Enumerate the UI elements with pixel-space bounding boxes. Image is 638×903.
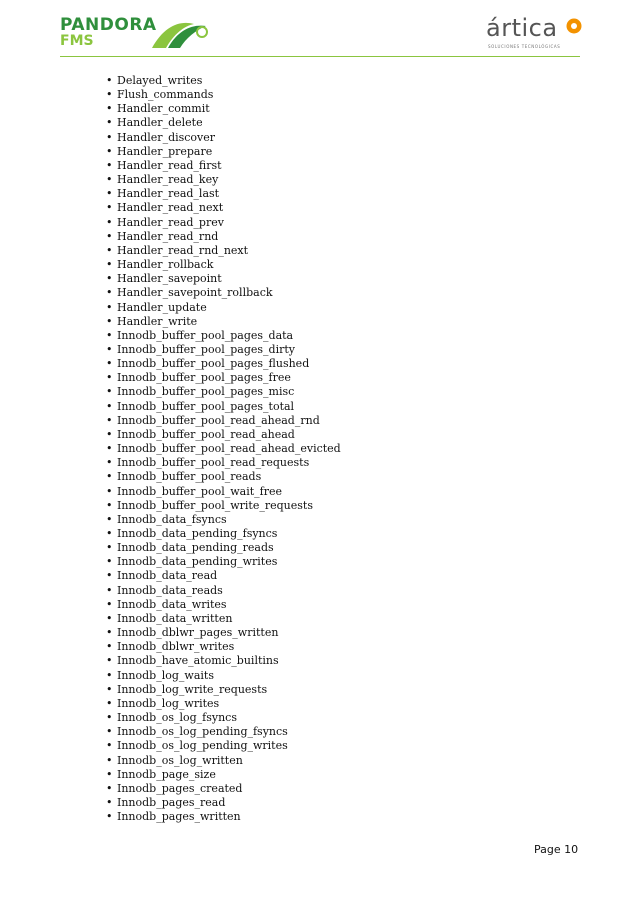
bullet-icon: •: [106, 116, 113, 130]
list-item: [106, 258, 341, 272]
bullet-icon: •: [106, 342, 113, 356]
bullet-icon: •: [106, 300, 113, 314]
list-item: [106, 201, 341, 215]
bullet-icon: •: [106, 286, 113, 300]
list-item: [106, 286, 341, 300]
list-item: [106, 626, 341, 640]
list-item: [106, 116, 341, 130]
list-item-text: Innodb_os_log_pending_writes: [117, 739, 288, 753]
bullet-icon: •: [106, 626, 113, 640]
list-item: [106, 739, 341, 753]
list-item: [106, 301, 341, 315]
bullet-icon: •: [106, 229, 113, 243]
list-item: [106, 400, 341, 414]
list-item-text: Innodb_os_log_pending_fsyncs: [117, 725, 288, 739]
bullet-icon: •: [106, 654, 113, 668]
bullet-icon: •: [106, 611, 113, 625]
list-item-text: Innodb_pages_created: [117, 781, 243, 795]
list-item-text: Innodb_log_write_requests: [117, 682, 268, 696]
bullet-icon: •: [106, 328, 113, 342]
bullet-icon: •: [106, 258, 113, 272]
list-item: [106, 796, 341, 810]
list-item: [106, 768, 341, 782]
list-item-text: Innodb_data_read: [117, 569, 218, 583]
list-item: [106, 88, 341, 102]
bullet-icon: •: [106, 215, 113, 229]
list-item: [106, 598, 341, 612]
pandora-swoosh-icon: [150, 18, 210, 52]
bullet-icon: •: [106, 173, 113, 187]
list-item-text: Handler_write: [117, 314, 198, 328]
bullet-icon: •: [106, 583, 113, 597]
bullet-icon: •: [106, 795, 113, 809]
artica-orange-circle-icon: [566, 18, 582, 34]
list-item-text: Innodb_data_reads: [117, 583, 223, 597]
list-item-text: Innodb_dblwr_writes: [117, 640, 235, 654]
list-item: [106, 371, 341, 385]
list-item: [106, 499, 341, 513]
page-number: Page 10: [534, 843, 579, 856]
list-item-text: Handler_prepare: [117, 144, 213, 158]
list-item-text: Handler_savepoint_rollback: [117, 286, 273, 300]
list-item-text: Innodb_buffer_pool_wait_free: [117, 484, 282, 498]
list-item: [106, 640, 341, 654]
list-item: [106, 470, 341, 484]
list-item-text: Innodb_os_log_written: [117, 753, 243, 767]
list-item: [106, 584, 341, 598]
list-item-text: Innodb_page_size: [117, 767, 216, 781]
bullet-icon: •: [106, 696, 113, 710]
artica-logo: [486, 14, 586, 54]
list-item-text: Handler_read_last: [117, 187, 220, 201]
bullet-icon: •: [106, 470, 113, 484]
bullet-icon: •: [106, 555, 113, 569]
list-item-text: Innodb_pages_written: [117, 810, 241, 824]
bullet-icon: •: [106, 371, 113, 385]
bullet-icon: •: [106, 427, 113, 441]
list-item-text: Innodb_buffer_pool_read_ahead_evicted: [117, 442, 341, 456]
bullet-icon: •: [106, 357, 113, 371]
list-item-text: Innodb_data_pending_fsyncs: [117, 527, 278, 540]
list-item: [106, 442, 341, 456]
list-item-text: Handler_read_next: [117, 201, 224, 215]
bullet-icon: •: [106, 385, 113, 399]
list-item-text: Handler_read_key: [117, 173, 219, 187]
bullet-icon: •: [106, 399, 113, 413]
list-item: [106, 385, 341, 399]
list-item-text: Handler_savepoint: [117, 272, 222, 286]
list-item: [106, 527, 341, 541]
bullet-icon: •: [106, 753, 113, 767]
list-item: [106, 216, 341, 230]
bullet-icon: •: [106, 314, 113, 328]
list-item: [106, 754, 341, 768]
header-divider: [60, 56, 580, 57]
list-item-text: Handler_read_first: [117, 158, 222, 172]
list-item-text: Innodb_buffer_pool_write_requests: [117, 498, 313, 512]
list-item: [106, 102, 341, 116]
list-item: [106, 159, 341, 173]
bullet-icon: •: [106, 682, 113, 696]
list-item-text: Innodb_buffer_pool_pages_dirty: [117, 342, 295, 356]
list-item-text: Handler_update: [117, 300, 207, 314]
list-item: [106, 456, 341, 470]
list-item: [106, 513, 341, 527]
list-item: [106, 669, 341, 683]
fms-logo-text: FMS: [60, 33, 94, 49]
list-item-text: Innodb_data_writes: [117, 597, 227, 611]
list-item: [106, 697, 341, 711]
bullet-icon: •: [106, 484, 113, 498]
list-item: [106, 230, 341, 244]
list-item: [106, 485, 341, 499]
list-item-text: Innodb_buffer_pool_pages_free: [117, 371, 291, 385]
list-item: [106, 569, 341, 583]
list-item-text: Innodb_buffer_pool_read_ahead_rnd: [117, 413, 320, 427]
list-item-text: Innodb_log_waits: [117, 668, 214, 682]
list-item: [106, 428, 341, 442]
bullet-icon: •: [106, 413, 113, 427]
list-item: [106, 711, 341, 725]
bullet-icon: •: [106, 272, 113, 286]
list-item-text: Innodb_buffer_pool_pages_total: [117, 399, 295, 413]
list-item: [106, 315, 341, 329]
bullet-icon: •: [106, 711, 113, 725]
bullet-icon: •: [106, 456, 113, 470]
list-item-text: Innodb_buffer_pool_pages_misc: [117, 385, 295, 399]
bullet-icon: •: [106, 130, 113, 144]
bullet-icon: •: [106, 781, 113, 795]
bullet-icon: •: [106, 442, 113, 456]
list-item-text: Innodb_have_atomic_builtins: [117, 654, 279, 668]
list-item-text: Handler_rollback: [117, 258, 214, 272]
bullet-icon: •: [106, 498, 113, 512]
list-item-text: Innodb_data_fsyncs: [117, 512, 227, 526]
list-item: [106, 612, 341, 626]
bullet-icon: •: [106, 512, 113, 526]
list-item-text: Flush_commands: [117, 88, 214, 102]
list-item: [106, 725, 341, 739]
artica-tagline: SOLUCIONES TECNOLÓGICAS: [488, 44, 561, 49]
list-item: [106, 173, 341, 187]
list-item-text: Handler_commit: [117, 102, 210, 116]
pandora-logo-text: PANDORA: [60, 15, 157, 35]
list-item-text: Innodb_buffer_pool_reads: [117, 470, 262, 484]
list-item-text: Innodb_dblwr_pages_written: [117, 626, 279, 640]
list-item: [106, 555, 341, 569]
bullet-icon: •: [106, 668, 113, 682]
list-item-text: Handler_read_rnd: [117, 229, 219, 243]
artica-logo-text: ártica: [486, 14, 558, 42]
pandora-fms-logo: [60, 16, 220, 52]
bullet-icon: •: [106, 187, 113, 201]
bullet-icon: •: [106, 527, 113, 540]
bullet-icon: •: [106, 739, 113, 753]
bullet-icon: •: [106, 243, 113, 257]
list-item: [106, 357, 341, 371]
bullet-icon: •: [106, 725, 113, 739]
list-item: [106, 74, 341, 88]
list-item-text: Innodb_buffer_pool_pages_flushed: [117, 357, 310, 371]
list-item: [106, 654, 341, 668]
bullet-icon: •: [106, 597, 113, 611]
list-item: [106, 343, 341, 357]
list-item-text: Handler_discover: [117, 130, 216, 144]
list-item-text: Innodb_buffer_pool_read_requests: [117, 456, 310, 470]
list-item-text: Innodb_data_pending_writes: [117, 555, 278, 569]
list-item-text: Handler_read_prev: [117, 215, 224, 229]
list-item: [106, 683, 341, 697]
list-item: [106, 541, 341, 555]
list-item-text: Innodb_buffer_pool_read_ahead: [117, 427, 295, 441]
list-item-text: Handler_read_rnd_next: [117, 243, 249, 257]
list-item-text: Innodb_log_writes: [117, 696, 220, 710]
list-item: [106, 782, 341, 796]
list-item-text: Handler_delete: [117, 116, 203, 130]
variable-bullet-list: [106, 74, 341, 824]
bullet-icon: •: [106, 569, 113, 583]
bullet-icon: •: [106, 74, 113, 87]
bullet-icon: •: [106, 767, 113, 781]
list-item: [106, 131, 341, 145]
bullet-icon: •: [106, 640, 113, 654]
list-item: [106, 244, 341, 258]
list-item-text: Innodb_data_written: [117, 611, 233, 625]
bullet-icon: •: [106, 810, 113, 824]
list-item: [106, 272, 341, 286]
list-item-text: Innodb_pages_read: [117, 795, 226, 809]
list-item-text: Delayed_writes: [117, 74, 203, 87]
list-item-text: Innodb_data_pending_reads: [117, 541, 274, 555]
bullet-icon: •: [106, 158, 113, 172]
bullet-icon: •: [106, 144, 113, 158]
bullet-icon: •: [106, 102, 113, 116]
bullet-icon: •: [106, 88, 113, 102]
list-item: [106, 414, 341, 428]
list-item: [106, 810, 341, 824]
page-header: [0, 0, 638, 58]
list-item-text: Innodb_buffer_pool_pages_data: [117, 328, 294, 342]
list-item: [106, 329, 341, 343]
bullet-icon: •: [106, 201, 113, 215]
list-item: [106, 187, 341, 201]
bullet-icon: •: [106, 541, 113, 555]
list-item: [106, 145, 341, 159]
list-item-text: Innodb_os_log_fsyncs: [117, 711, 237, 725]
